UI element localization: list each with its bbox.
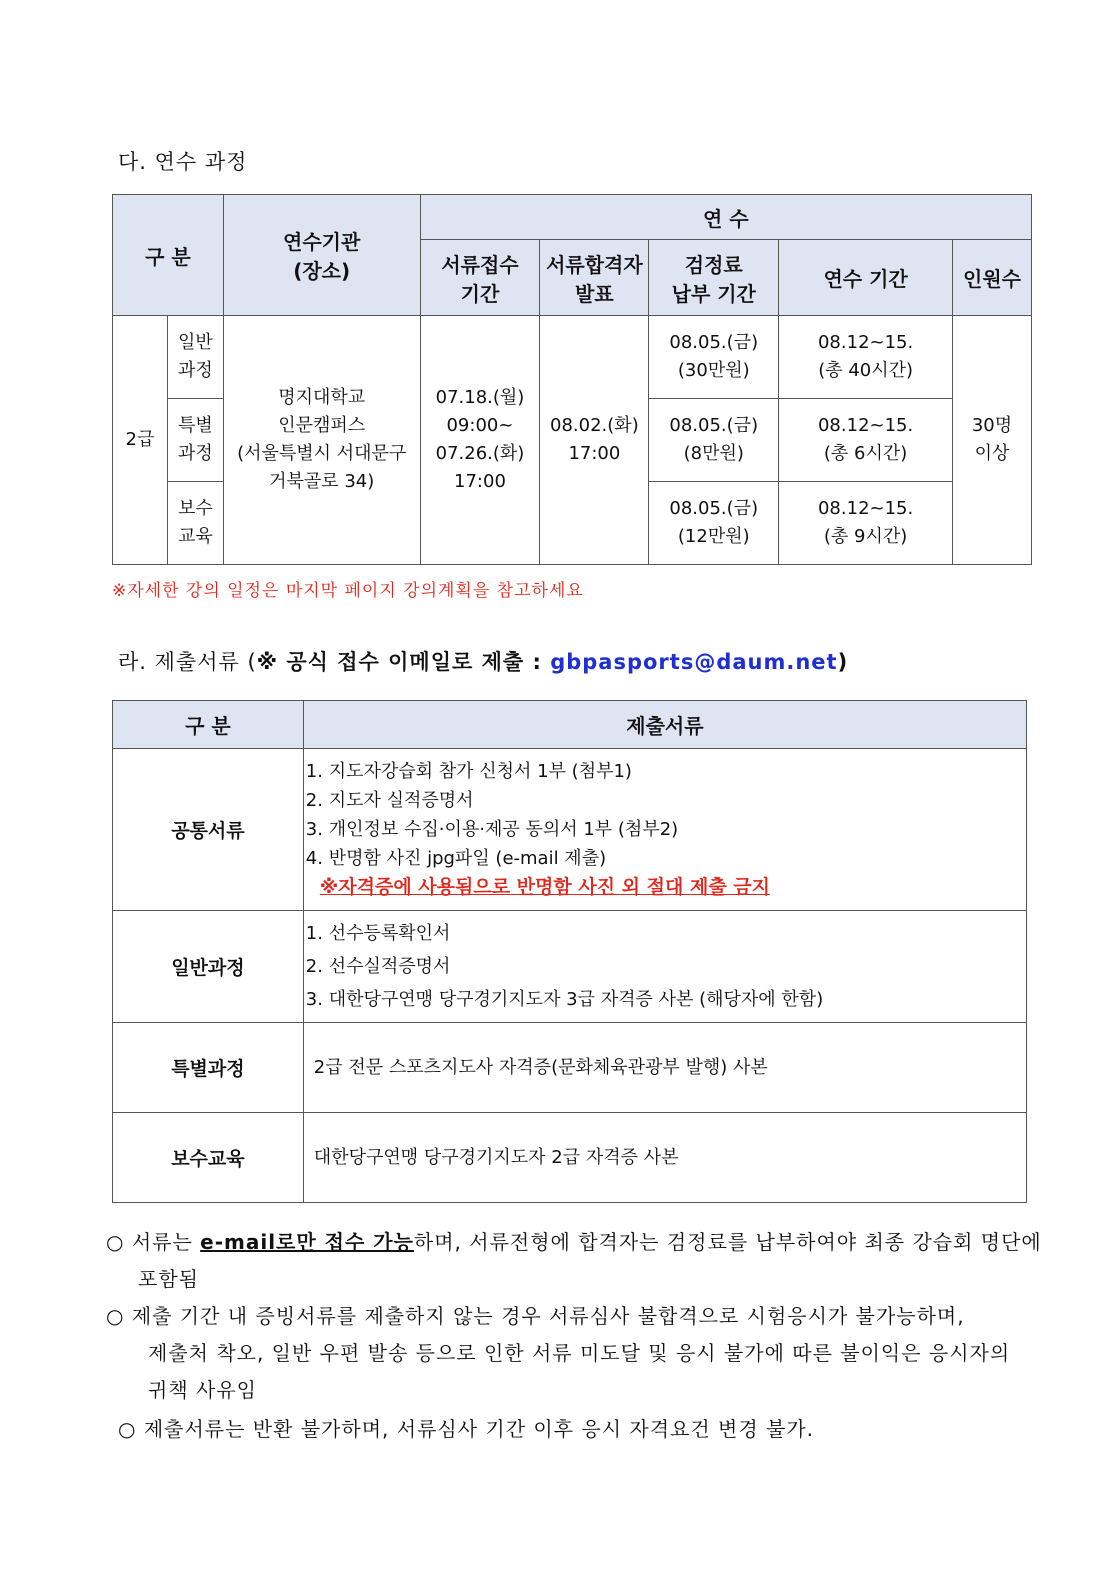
period-refresher: 08.12~15. (총 9시간) [779,482,953,565]
training-table [112,194,1032,565]
docs-special: 2급 전문 스포츠지도사 자격증(문화체육관광부 발행) 사본 [303,1023,1026,1113]
course-name-refresher: 보수 교육 [167,482,223,565]
section-d-title: 라. 제출서류 (※ 공식 접수 이메일로 제출 : gbpasports@daum.net) [118,650,849,674]
header-training-period: 연수 기간 [779,240,953,316]
note-2-line3: 귀책 사유임 [148,1378,257,1402]
row-label-special: 특별과정 [113,1023,304,1113]
header-doc-period: 서류접수 기간 [420,240,540,316]
row-label-general: 일반과정 [113,911,304,1023]
note-3: ○ 제출서류는 반환 불가하며, 서류심사 기간 이후 응시 자격요건 변경 불가. [118,1417,815,1441]
header-doc-pass: 서류합격자 발표 [540,240,649,316]
note-2: ○ 제출 기간 내 증빙서류를 제출하지 않는 경우 서류심사 불합격으로 시험응시가 불가능하며, [106,1304,965,1328]
doc-period-cell: 07.18.(월) 09:00~ 07.26.(화) 17:00 [420,316,540,565]
docs-refresher: 대한당구연맹 당구경기지도자 2급 자격증 사본 [303,1113,1026,1203]
schedule-note: ※자세한 강의 일정은 마지막 페이지 강의계획을 참고하세요 [112,581,584,601]
grade-cell: 2급 [113,316,168,565]
note-2-line2: 제출처 착오, 일반 우편 발송 등으로 인한 서류 미도달 및 응시 불가에 따른 불이익은 응시자의 [148,1341,1011,1365]
header-division: 구 분 [113,195,224,316]
header-documents: 제출서류 [303,701,1026,749]
fee-special: 08.05.(금) (8만원) [649,399,779,482]
circle-bullet-icon: ○ [118,1417,137,1441]
submission-email-link[interactable]: gbpasports@daum.net [550,650,838,674]
course-name-special: 특별 과정 [167,399,223,482]
header-institution: 연수기관 (장소) [223,195,420,316]
fee-general: 08.05.(금) (30만원) [649,316,779,399]
header-fee-period: 검정료 납부 기간 [649,240,779,316]
headcount-cell: 30명 이상 [953,316,1032,565]
doc-pass-cell: 08.02.(화) 17:00 [540,316,649,565]
institution-cell: 명지대학교 인문캠퍼스 (서울특별시 서대문구 거북골로 34) [223,316,420,565]
period-special: 08.12~15. (총 6시간) [779,399,953,482]
course-name-general: 일반 과정 [167,316,223,399]
photo-warning: ※자격증에 사용됨으로 반명함 사진 외 절대 제출 금지 [319,876,771,898]
header-doc-division: 구 분 [113,701,304,749]
fee-refresher: 08.05.(금) (12만원) [649,482,779,565]
note-1-cont: 포함됨 [138,1267,199,1291]
row-label-refresher: 보수교육 [113,1113,304,1203]
docs-common: 1. 지도자강습회 참가 신청서 1부 (첨부1) 2. 지도자 실적증명서 3. 개인정보 수집·이용·제공 동의서 1부 (첨부2) 4. 반명함 사진 jpg파일 (e-mail 제출) ※자격증에 사용됨으로 반명함 사진 외 절대 제출 금지 [303,749,1026,911]
docs-general: 1. 선수등록확인서 2. 선수실적증명서 3. 대한당구연맹 당구경기지도자 3급 자격증 사본 (해당자에 한함) [303,911,1026,1023]
header-training: 연 수 [420,195,1031,240]
header-headcount: 인원수 [953,240,1032,316]
documents-table [112,700,1027,1203]
row-label-common: 공통서류 [113,749,304,911]
note-1: ○ 서류는 e-mail로만 접수 가능하며, 서류전형에 합격자는 검정료를 납부하여야 최종 강습회 명단에 [106,1230,1042,1254]
circle-bullet-icon: ○ [106,1304,125,1328]
circle-bullet-icon: ○ [106,1230,125,1254]
period-general: 08.12~15. (총 40시간) [779,316,953,399]
section-c-title: 다. 연수 과정 [118,150,248,174]
